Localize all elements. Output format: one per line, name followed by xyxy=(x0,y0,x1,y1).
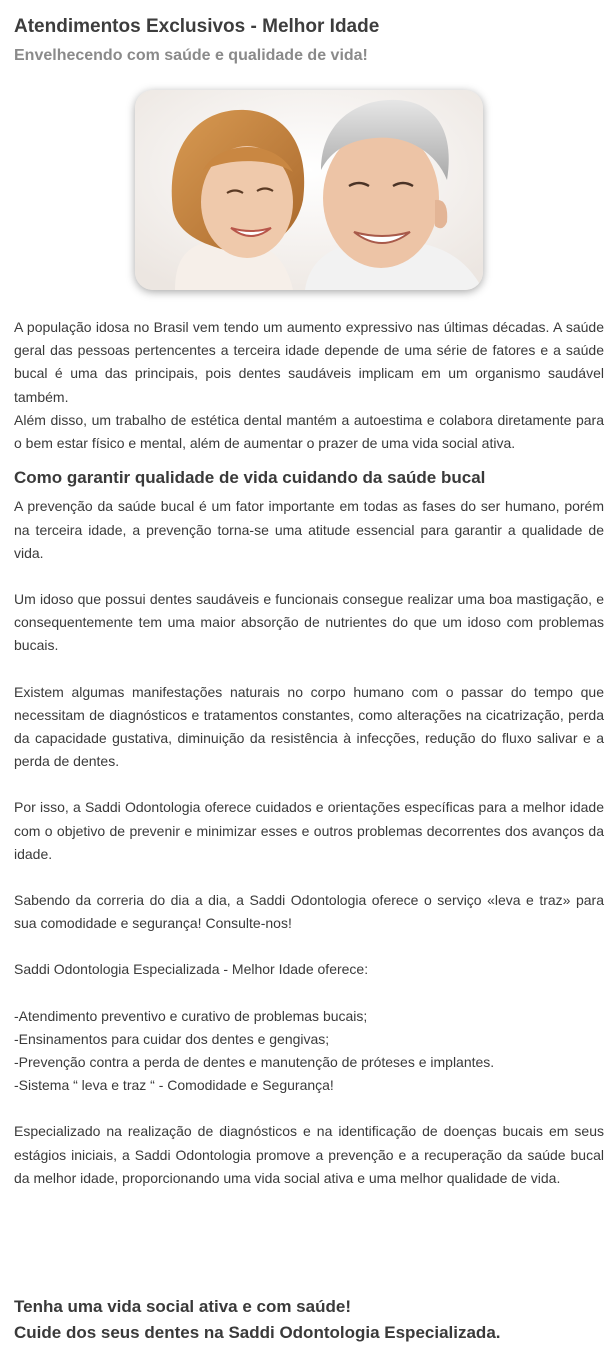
closing-callout xyxy=(14,1294,604,1346)
section-paragraph: Existem algumas manifestações naturais no corpo humano com o passar do tempo que necessitam de diagnósticos e tratamentos constantes, como alterações na cicatrização, perda da capacidade gustativa, diminuição da resistência à infecções, redução do fluxo salivar e a perda de dentes. xyxy=(14,683,604,770)
intro-paragraph-1: A população idosa no Brasil vem tendo um aumento expressivo nas últimas décadas. A saúde geral das pessoas pertencentes a terceira idade depende de uma série de fatores e a saúde bucal é uma das principais, pois dentes saudáveis implicam em um organismo saudável também. xyxy=(14,319,604,405)
page-subtitle: Envelhecendo com saúde e qualidade de vida! xyxy=(14,47,368,64)
list-item: -Prevenção contra a perda de dentes e manutenção de próteses e implantes. xyxy=(14,1054,495,1071)
section-paragraph: Um idoso que possui dentes saudáveis e funcionais consegue realizar uma boa mastigação, e consequentemente tem uma maior absorção de nutrientes do que um idoso com problemas bucais. xyxy=(14,591,604,654)
man-face xyxy=(323,128,439,268)
benefits-intro: Saddi Odontologia Especializada - Melhor Idade oferece: xyxy=(14,961,369,978)
closing-line-1: Tenha uma vida social ativa e com saúde! xyxy=(14,1297,351,1316)
benefits-list xyxy=(14,1005,604,1098)
list-item: -Atendimento preventivo e curativo de problemas bucais; xyxy=(14,1007,368,1024)
section-paragraph: A prevenção da saúde bucal é um fator importante em todas as fases do ser humano, porém na terceira idade, a prevenção torna-se uma atitude essencial para garantir a qualidade de vida. xyxy=(14,498,604,561)
list-item: -Sistema “ leva e traz “ - Comodidade e Segurança! xyxy=(14,1077,334,1094)
section-paragraph: Sabendo da correria do dia a dia, a Saddi Odontologia oferece o serviço «leva e traz» para sua comodidade e segurança! Consulte-nos! xyxy=(14,892,604,932)
couple-illustration xyxy=(135,90,483,290)
intro-paragraph-2: Além disso, um trabalho de estética dental mantém a autoestima e colabora diretamente para o bem estar físico e mental, além de aumentar o prazer de uma vida social ativa. xyxy=(14,411,604,452)
section-heading: Como garantir qualidade de vida cuidando da saúde bucal xyxy=(14,468,486,488)
final-paragraph: Especializado na realização de diagnósticos e na identificação de doenças bucais em seus estágios iniciais, a Saddi Odontologia promove a prevenção e a recuperação da saúde bucal da melhor idade, proporcionando uma vida social ativa e uma melhor qualidade de vida. xyxy=(14,1123,604,1186)
list-item: -Ensinamentos para cuidar dos dentes e gengivas; xyxy=(14,1030,330,1047)
article-body xyxy=(14,316,604,1190)
closing-line-2: Cuide dos seus dentes na Saddi Odontologia Especializada. xyxy=(14,1323,501,1342)
section-paragraph: Por isso, a Saddi Odontologia oferece cuidados e orientações específicas para a melhor idade com o objetivo de prevenir e minimizar esses e outros problemas decorrentes dos avanços da idade. xyxy=(14,799,604,862)
page-title: Atendimentos Exclusivos - Melhor Idade xyxy=(14,16,380,37)
smiling-couple-photo xyxy=(135,90,483,290)
